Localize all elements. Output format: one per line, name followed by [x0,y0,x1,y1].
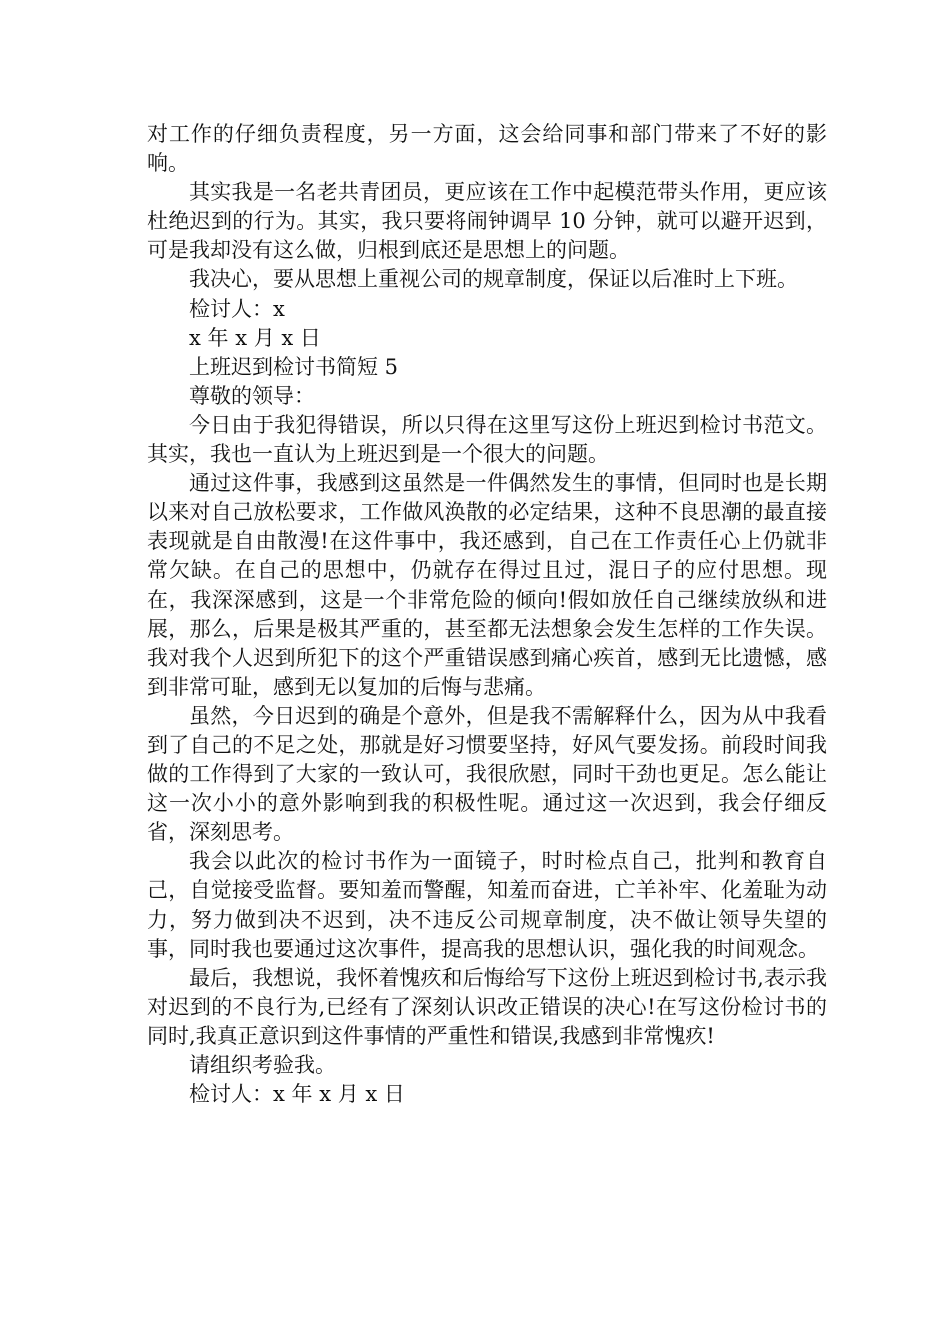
paragraph-continuation: 对工作的仔细负责程度，另一方面，这会给同事和部门带来了不好的影响。 [147,122,827,176]
signature-name: 检讨人：x [189,296,285,321]
paragraph-party-member: 其实我是一名老共青团员，更应该在工作中起模范带头作用，更应该杜绝迟到的行为。其实，我只要将闹钟调早 10 分钟，就可以避开迟到，可是我却没有这么做，归根到底还是思想上的问题。 [147,180,827,263]
signature-date: x 年 x 月 x 日 [189,325,321,350]
paragraph-resolution: 我决心，要从思想上重视公司的规章制度，保证以后准时上下班。 [189,267,798,292]
paragraph-reflection: 通过这件事，我感到这虽然是一件偶然发生的事情，但同时也是长期以来对自己放松要求，工作做风涣散的必定结果，这种不良思潮的最直接表现就是自由散漫!在这件事中，我还感到，自己在工作责任心上仍就非常欠缺。在自己的思想中，仍就存在得过且过，混日子的应付思想。现在，我深深感到，这是一个非常危险的倾向!假如放任自己继续放纵和进展，那么，后果是极其严重的，甚至都无法想象会发生怎样的工作失误。我对我个人迟到所犯下的这个严重错误感到痛心疾首，感到无比遗憾，感到非常可耻，感到无以复加的后悔与悲痛。 [147,471,827,699]
section-title: 上班迟到检讨书简短 5 [189,354,399,379]
salutation: 尊敬的领导： [189,383,315,408]
paragraph-conclusion: 最后，我想说，我怀着愧疚和后悔给写下这份上班迟到检讨书,表示我对迟到的不良行为,已经有了深刻认识改正错误的决心!在写这份检讨书的同时,我真正意识到这件事情的严重性和错误,我感到非常愧疚! [147,965,827,1048]
paragraph-mirror: 我会以此次的检讨书作为一面镜子，时时检点自己，批判和教育自己，自觉接受监督。要知羞而警醒，知羞而奋进，亡羊补牢、化羞耻为动力，努力做到决不迟到，决不违反公司规章制度，决不做让领导失望的事，同时我也要通过这次事件，提高我的思想认识，强化我的时间观念。 [147,849,827,961]
closing-request: 请组织考验我。 [189,1053,336,1077]
paragraph-accident: 虽然，今日迟到的确是个意外，但是我不需解释什么，因为从中我看到了自己的不足之处，那就是好习惯要坚持，好风气要发扬。前段时间我做的工作得到了大家的一致认可，我很欣慰，同时干劲也更足。怎么能让这一次小小的意外影响到我的积极性呢。通过这一次迟到，我会仔细反省，深刻思考。 [147,703,827,845]
paragraph-intro: 今日由于我犯得错误，所以只得在这里写这份上班迟到检讨书范文。其实，我也一直认为上班迟到是一个很大的问题。 [147,412,827,467]
document-body [147,120,827,1109]
final-signature: 检讨人：x 年 x 月 x 日 [189,1082,405,1107]
